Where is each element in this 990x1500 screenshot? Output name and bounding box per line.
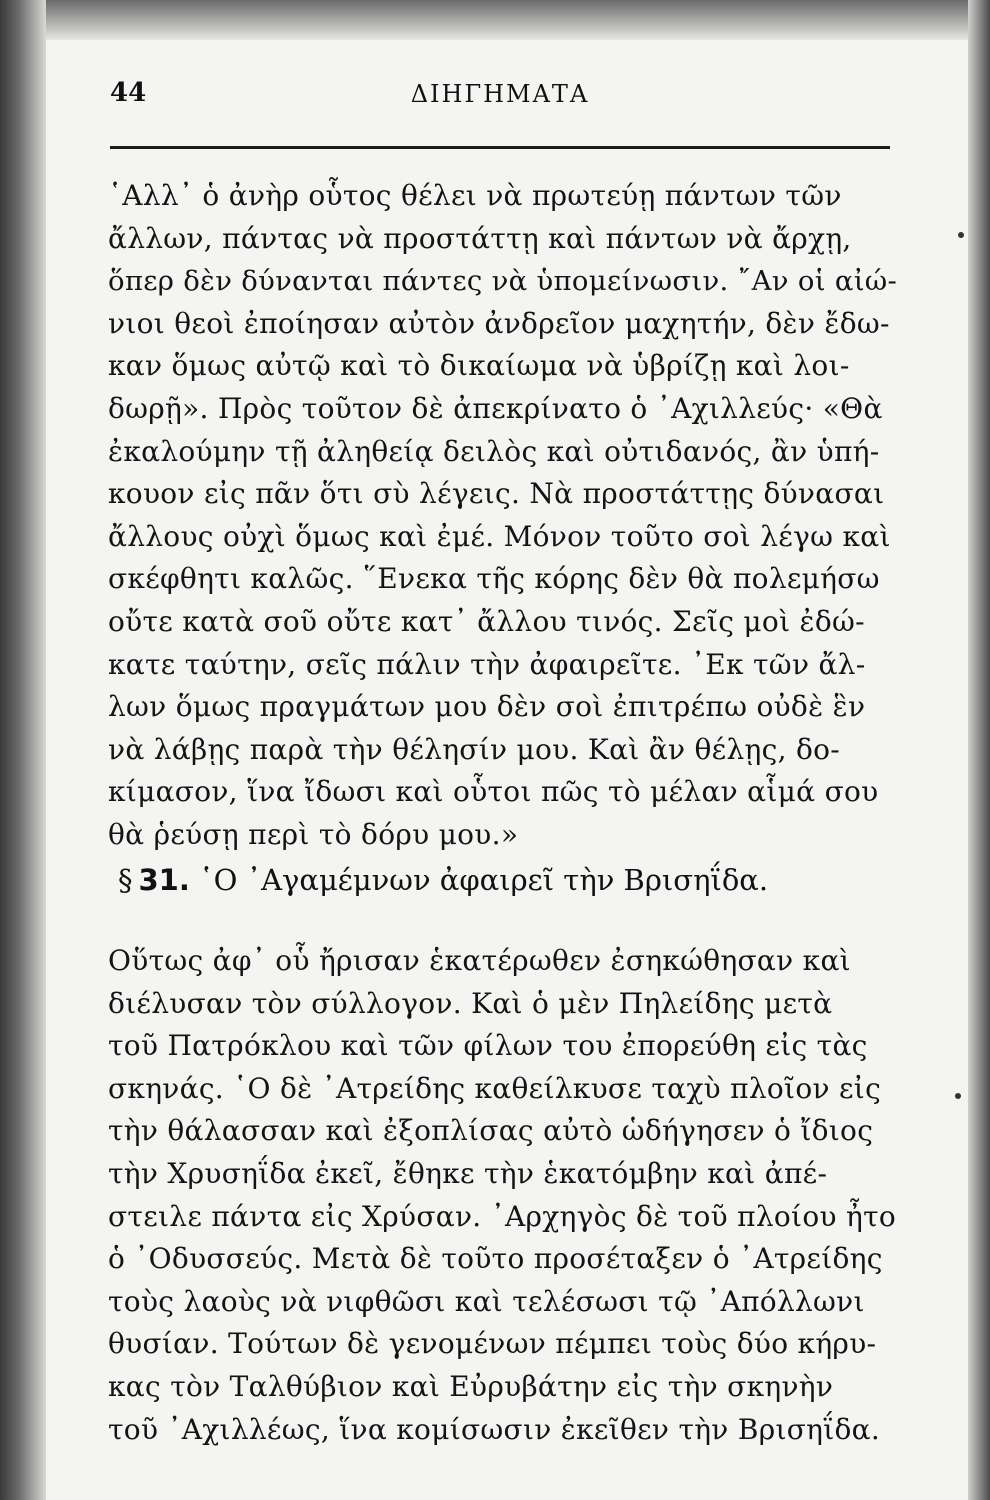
text-line: θὰ ῥεύσῃ περὶ τὸ δόρυ μου.» <box>108 817 519 851</box>
text-line: σκηνάς. ῾Ο δὲ ᾿Ατρείδης καθείλκυσε ταχὺ πλοῖον εἰς <box>108 1071 882 1105</box>
text-line: νὰ λάβῃς παρὰ τὴν θέλησίν μου. Καὶ ἂν θέλῃς, δο- <box>108 732 841 766</box>
text-line: ἄλλους οὐχὶ ὅμως καὶ ἐμέ. Μόνον τοῦτο σοὶ λέγω καὶ <box>108 519 891 553</box>
text-line: κίμασον, ἵνα ἴδωσι καὶ οὗτοι πῶς τὸ μέλαν αἷμά σου <box>108 775 879 809</box>
header-rule <box>110 146 890 149</box>
text-line: ἄλλων, πάντας νὰ προστάττῃ καὶ πάντων νὰ ἄρχῃ, <box>108 221 852 255</box>
text-line: τοῦ ᾿Αχιλλέως, ἵνα κομίσωσιν ἐκεῖθεν τὴν Βρισηΐδα. <box>108 1412 881 1446</box>
text-line: ὁ ᾿Οδυσσεύς. Μετὰ δὲ τοῦτο προσέταξεν ὁ ᾿Ατρείδης <box>108 1242 883 1276</box>
text-line: διέλυσαν τὸν σύλλογον. Καὶ ὁ μὲν Πηλείδης μετὰ <box>108 986 833 1020</box>
scan-right-edge <box>968 0 990 1500</box>
text-line: Οὕτως ἀφ᾽ οὗ ἤρισαν ἑκατέρωθεν ἐσηκώθησαν καὶ <box>108 944 851 977</box>
text-line: ἐκαλούμην τῇ ἀληθείᾳ δειλὸς καὶ οὐτιδανός, ἂν ὑπή- <box>108 434 880 468</box>
scan-top-edge <box>0 0 990 40</box>
text-line: τὴν Χρυσηΐδα ἐκεῖ, ἔθηκε τὴν ἑκατόμβην καὶ ἀπέ- <box>108 1156 828 1190</box>
scan-left-edge <box>0 0 46 1500</box>
text-line: λων ὅμως πραγμάτων μου δὲν σοὶ ἐπιτρέπω οὐδὲ ἓν <box>108 690 866 724</box>
text-line: κατε ταύτην, σεῖς πάλιν τὴν ἀφαιρεῖτε. ᾿Εκ τῶν ἄλ- <box>108 647 866 681</box>
text-line: στειλε πάντα εἰς Χρύσαν. ᾿Αρχηγὸς δὲ τοῦ πλοίου ἦτο <box>108 1199 897 1233</box>
text-line: καν ὅμως αὐτῷ καὶ τὸ δικαίωμα νὰ ὑβρίζῃ καὶ λοι- <box>108 349 850 383</box>
text-line: θυσίαν. Τούτων δὲ γενομένων πέμπει τοὺς δύο κήρυ- <box>108 1327 877 1361</box>
page-number: 44 <box>110 78 147 108</box>
text-line: ὅπερ δὲν δύνανται πάντες νὰ ὑπομείνωσιν. ῎Αν οἱ αἰώ- <box>108 265 898 298</box>
ink-speck <box>955 1093 961 1099</box>
text-line: κουον εἰς πᾶν ὅτι σὺ λέγεις. Νὰ προστάττῃς δύνασαι <box>108 477 885 511</box>
text-line: τοὺς λαοὺς νὰ νιφθῶσι καὶ τελέσωσι τῷ ᾿Απόλλωνι <box>108 1284 865 1318</box>
paragraph-1 <box>108 175 898 857</box>
text-line: ῾Αλλ᾽ ὁ ἀνὴρ οὗτος θέλει νὰ πρωτεύῃ πάντων τῶν <box>108 179 842 212</box>
text-line: κας τὸν Ταλθύβιον καὶ Εὐρυβάτην εἰς τὴν σκηνὴν <box>108 1369 834 1403</box>
text-line: οὔτε κατὰ σοῦ οὔτε κατ᾽ ἄλλου τινός. Σεῖς μοὶ ἐδώ- <box>108 604 865 638</box>
text-line: τοῦ Πατρόκλου καὶ τῶν φίλων του ἐπορεύθη εἰς τὰς <box>108 1029 868 1063</box>
text-line: δωρῇ». Πρὸς τοῦτον δὲ ἀπεκρίνατο ὁ ᾿Αχιλλεύς· «Θὰ <box>108 391 883 425</box>
section-symbol: § <box>118 863 133 897</box>
running-title: ΔΙΗΓΗΜΑΤΑ <box>410 80 590 108</box>
text-line: σκέφθητι καλῶς. ῞Ενεκα τῆς κόρης δὲν θὰ πολεμήσω <box>108 562 880 596</box>
section-heading <box>118 858 898 902</box>
running-head <box>110 78 890 118</box>
paragraph-2 <box>108 940 898 1451</box>
text-line: νιοι θεοὶ ἐποίησαν αὐτὸν ἀνδρεῖον μαχητήν, δὲν ἔδω- <box>108 306 890 340</box>
text-line: τὴν θάλασσαν καὶ ἐξοπλίσας αὐτὸ ὡδήγησεν ὁ ἴδιος <box>108 1114 874 1148</box>
section-number: 31. <box>138 863 190 897</box>
section-title: ῾Ο ᾿Αγαμέμνων ἀφαιρεῖ τὴν Βρισηΐδα. <box>199 863 769 897</box>
ink-speck <box>958 232 964 238</box>
